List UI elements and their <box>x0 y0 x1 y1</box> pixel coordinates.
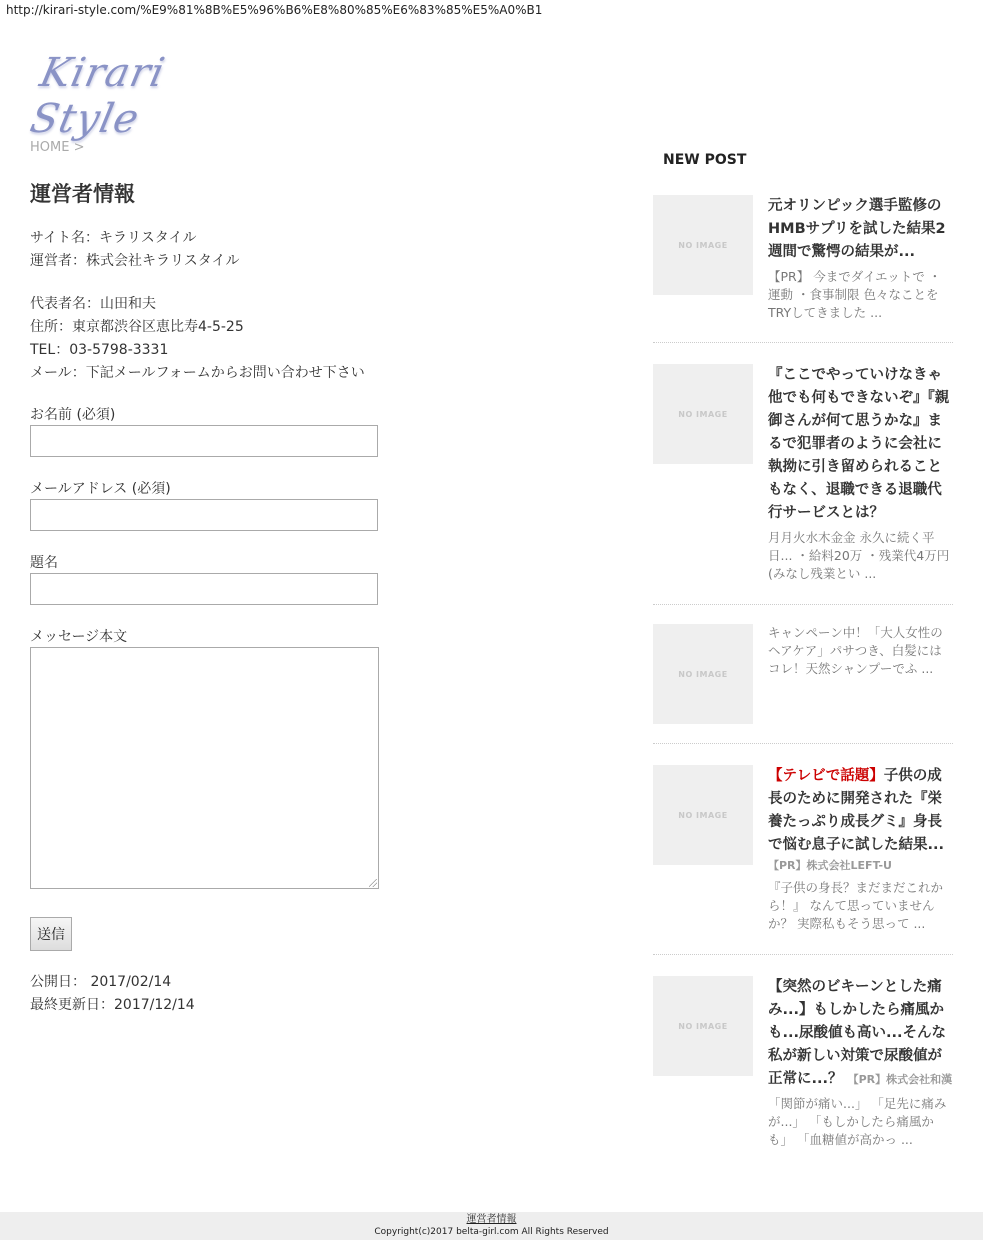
no-image-label: NO IMAGE <box>678 810 728 820</box>
post-pr-tag: 【PR】株式会社和漢 <box>847 1073 953 1086</box>
info-site-name: サイト名：キラリスタイル <box>30 230 197 246</box>
submit-button[interactable]: 送信 <box>30 917 72 951</box>
post-item[interactable] <box>653 195 953 343</box>
sidebar <box>653 152 953 1166</box>
sidebar-title: NEW POST <box>663 152 747 168</box>
name-input[interactable] <box>30 425 378 457</box>
page-dates <box>30 971 390 1017</box>
name-label: お名前 (必須) <box>30 407 116 423</box>
post-excerpt: 『子供の身長？まだまだこれから！』 なんて思っていませんか？ 実際私もそう思って ... <box>768 880 944 931</box>
info-representative: 代表者名：山田和夫 <box>30 296 156 312</box>
post-thumbnail[interactable] <box>653 364 753 464</box>
subject-input[interactable] <box>30 573 378 605</box>
post-title[interactable] <box>768 976 953 1091</box>
post-item[interactable] <box>653 364 953 605</box>
subject-label: 題名 <box>30 555 58 571</box>
info-tel: TEL：03-5798-3331 <box>30 342 169 358</box>
post-thumbnail[interactable] <box>653 976 753 1076</box>
post-item[interactable] <box>653 624 953 744</box>
site-logo[interactable] <box>26 50 276 142</box>
post-pr-tag: 【PR】株式会社LEFT-U <box>768 859 892 872</box>
post-title-text: 【突然のビキーンとした痛み...】もしかしたら痛風かも...尿酸値も高い...そんな私が新しい対策で尿酸値が正常に...？ <box>768 979 947 1087</box>
resize-grip-icon[interactable] <box>369 879 377 887</box>
post-item[interactable] <box>653 765 953 955</box>
post-excerpt: 月月火水木金金 永久に続く平日... ・給料20万 ・残業代4万円 (みなし残業とい ... <box>768 530 950 581</box>
post-title[interactable] <box>768 765 953 857</box>
breadcrumb-home[interactable]: HOME > <box>30 140 85 155</box>
footer-operator-link[interactable]: 運営者情報 <box>466 1214 517 1225</box>
updated-date: 最終更新日：2017/12/14 <box>30 997 195 1013</box>
post-thumbnail[interactable] <box>653 195 753 295</box>
no-image-label: NO IMAGE <box>678 669 728 679</box>
post-excerpt: 【PR】 今までダイエットで ・運動 ・食事制限 色々なことをTRYしてきました ... <box>768 269 942 320</box>
site-info <box>30 227 390 273</box>
email-input[interactable] <box>30 499 378 531</box>
post-excerpt: キャンペーン中！「大人女性のヘアケア」パサつき、白髪にはコレ！天然シャンプーでふ ... <box>768 625 943 676</box>
post-title[interactable]: 元オリンピック選手監修のHMBサプリを試した結果2週間で驚愕の結果が... <box>768 198 946 260</box>
post-item[interactable] <box>653 976 953 1166</box>
url-bar: http://kirari-style.com/%E9%81%8B%E5%96%B6%E8%80%85%E6%83%85%E5%A0%B1 <box>6 3 543 17</box>
post-thumbnail[interactable] <box>653 765 753 865</box>
page-title: 運営者情報 <box>30 182 135 206</box>
info-mail: メール：下記メールフォームからお問い合わせ下さい <box>30 365 365 381</box>
email-label: メールアドレス (必須) <box>30 481 171 497</box>
message-textarea[interactable] <box>30 647 379 889</box>
info-address: 住所：東京都渋谷区恵比寿4-5-25 <box>30 319 244 335</box>
footer <box>0 1212 983 1240</box>
message-label: メッセージ本文 <box>30 629 128 645</box>
post-excerpt: 「関節が痛い...」 「足先に痛みが...」 「もしかしたら痛風かも」 「血糖値が高かっ ... <box>768 1096 947 1147</box>
no-image-label: NO IMAGE <box>678 409 728 419</box>
post-title-highlight: 【テレビで話題】 <box>768 768 884 784</box>
contact-form <box>30 405 390 951</box>
published-date: 公開日： 2017/02/14 <box>30 974 172 990</box>
post-thumbnail[interactable] <box>653 624 753 724</box>
footer-copyright: Copyright(c)2017 belta-girl.com All Rights Reserved <box>374 1227 609 1237</box>
post-title[interactable]: 『ここでやっていけなきゃ他でも何もできないぞ』『親御さんが何て思うかな』まるで犯罪者のように会社に執拗に引き留められることもなく、退職できる退職代行サービスとは？ <box>768 367 950 521</box>
no-image-label: NO IMAGE <box>678 1021 728 1031</box>
logo-text: Kirari Style <box>26 50 170 142</box>
info-operator: 運営者：株式会社キラリスタイル <box>30 253 240 269</box>
main-content <box>30 140 390 1017</box>
no-image-label: NO IMAGE <box>678 240 728 250</box>
post-title-text: 子供の成長のために開発された『栄養たっぷり成長グミ』身長で悩む息子に試した結果... <box>768 768 945 853</box>
contact-info <box>30 293 390 385</box>
